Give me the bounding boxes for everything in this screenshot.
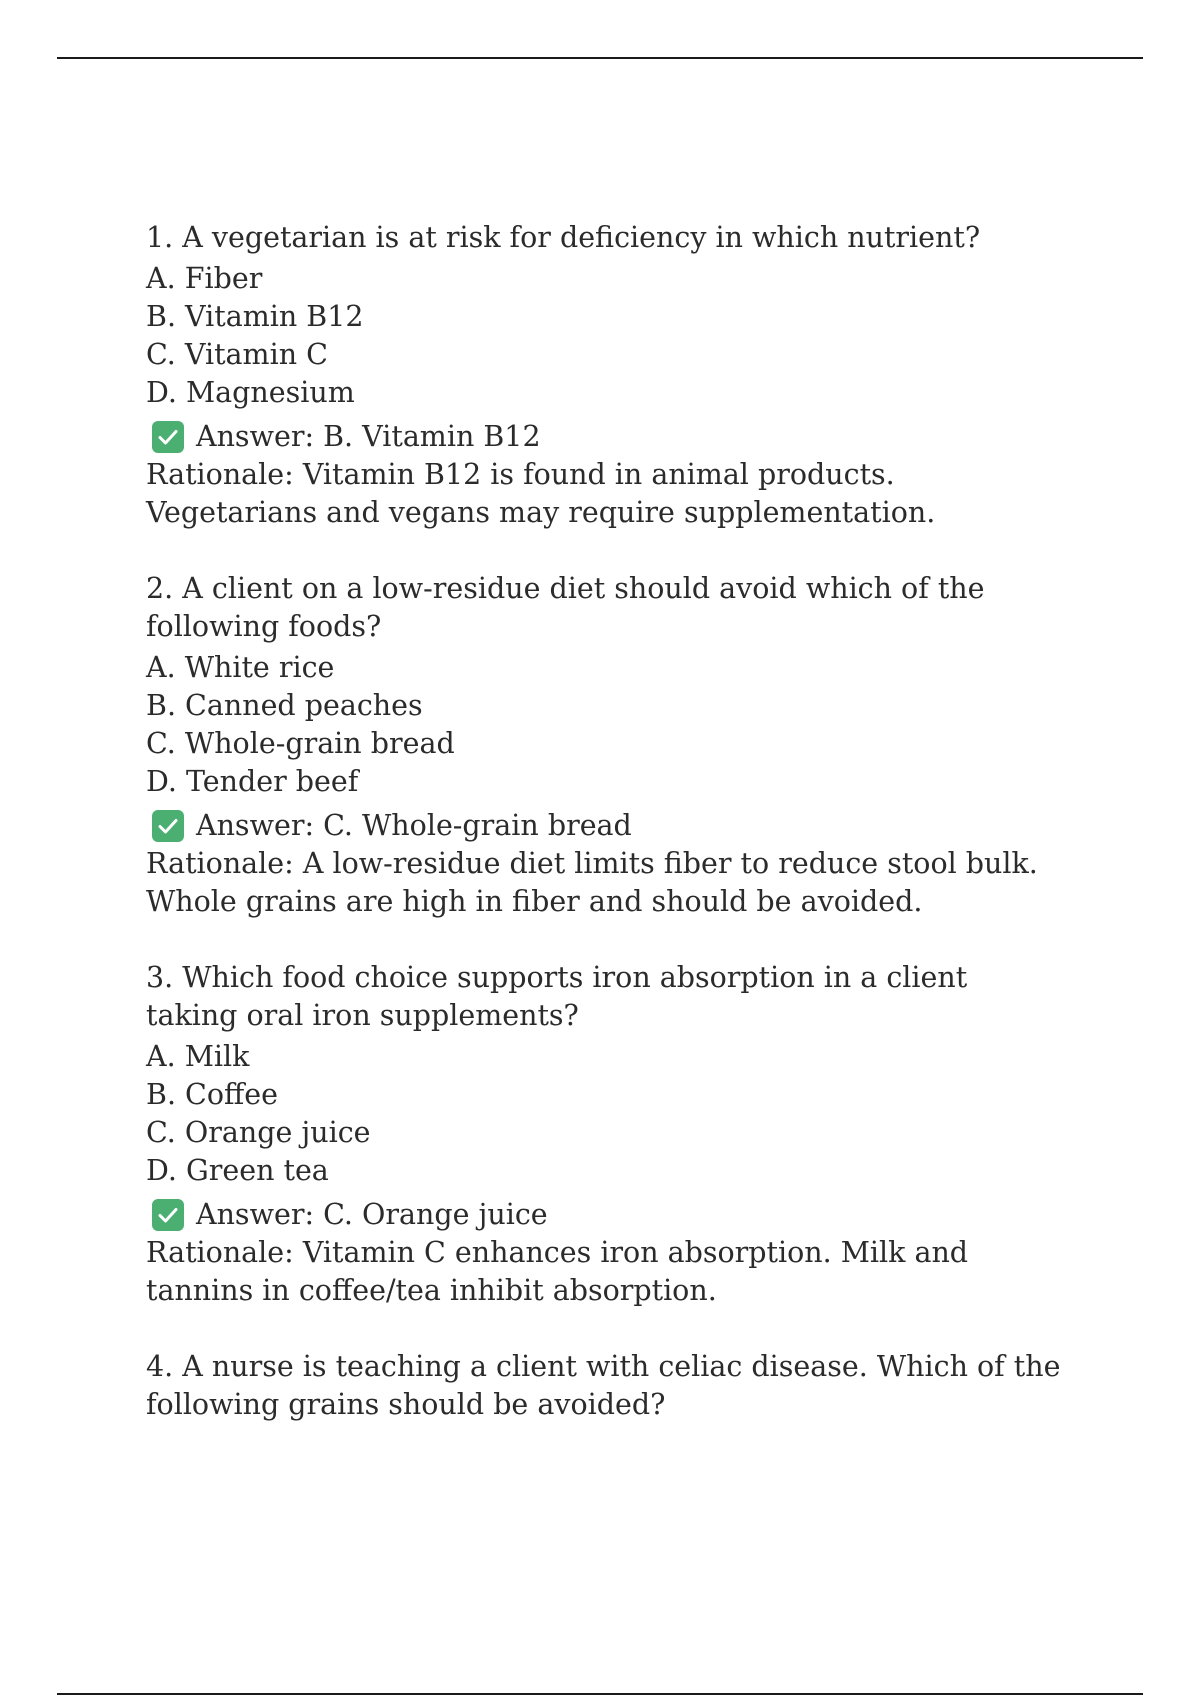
header-rule: [57, 57, 1143, 59]
option-d: D. Tender beef: [146, 765, 359, 798]
option-d: D. Magnesium: [146, 376, 355, 409]
option-a: A. Fiber: [146, 262, 263, 295]
answer-text: Answer: C. Orange juice: [196, 1198, 548, 1231]
answer-row: [146, 807, 1066, 845]
rationale-text: Rationale: Vitamin B12 is found in animal products. Vegetarians and vegans may require supplementation.: [146, 458, 936, 529]
question-text: 4. A nurse is teaching a client with celiac disease. Which of the following grains should be avoided?: [146, 1350, 1061, 1421]
option-c: C. Vitamin C: [146, 338, 328, 371]
answer-row: [146, 418, 1066, 456]
option-c: C. Whole-grain bread: [146, 727, 455, 760]
question-text: 2. A client on a low-residue diet should avoid which of the following foods?: [146, 572, 985, 643]
question-1: [146, 219, 1066, 532]
footer-rule: [57, 1693, 1143, 1695]
answer-row: [146, 1196, 1066, 1234]
question-2: [146, 570, 1066, 921]
question-4: [146, 1348, 1066, 1424]
question-3: [146, 959, 1066, 1310]
check-mark-icon: [152, 810, 184, 842]
option-a: A. White rice: [146, 651, 335, 684]
option-b: B. Coffee: [146, 1078, 279, 1111]
answer-text: Answer: C. Whole-grain bread: [196, 809, 632, 842]
option-a: A. Milk: [146, 1040, 250, 1073]
document-body: [146, 219, 1066, 1462]
question-text: 1. A vegetarian is at risk for deficiency in which nutrient?: [146, 221, 981, 254]
check-mark-icon: [152, 1199, 184, 1231]
option-c: C. Orange juice: [146, 1116, 371, 1149]
option-b: B. Vitamin B12: [146, 300, 364, 333]
answer-text: Answer: B. Vitamin B12: [196, 420, 541, 453]
question-text: 3. Which food choice supports iron absorption in a client taking oral iron supplements?: [146, 961, 968, 1032]
option-d: D. Green tea: [146, 1154, 329, 1187]
option-b: B. Canned peaches: [146, 689, 423, 722]
check-mark-icon: [152, 421, 184, 453]
rationale-text: Rationale: Vitamin C enhances iron absorption. Milk and tannins in coffee/tea inhibit absorption.: [146, 1236, 969, 1307]
rationale-text: Rationale: A low-residue diet limits fiber to reduce stool bulk. Whole grains are high in fiber and should be avoided.: [146, 847, 1038, 918]
